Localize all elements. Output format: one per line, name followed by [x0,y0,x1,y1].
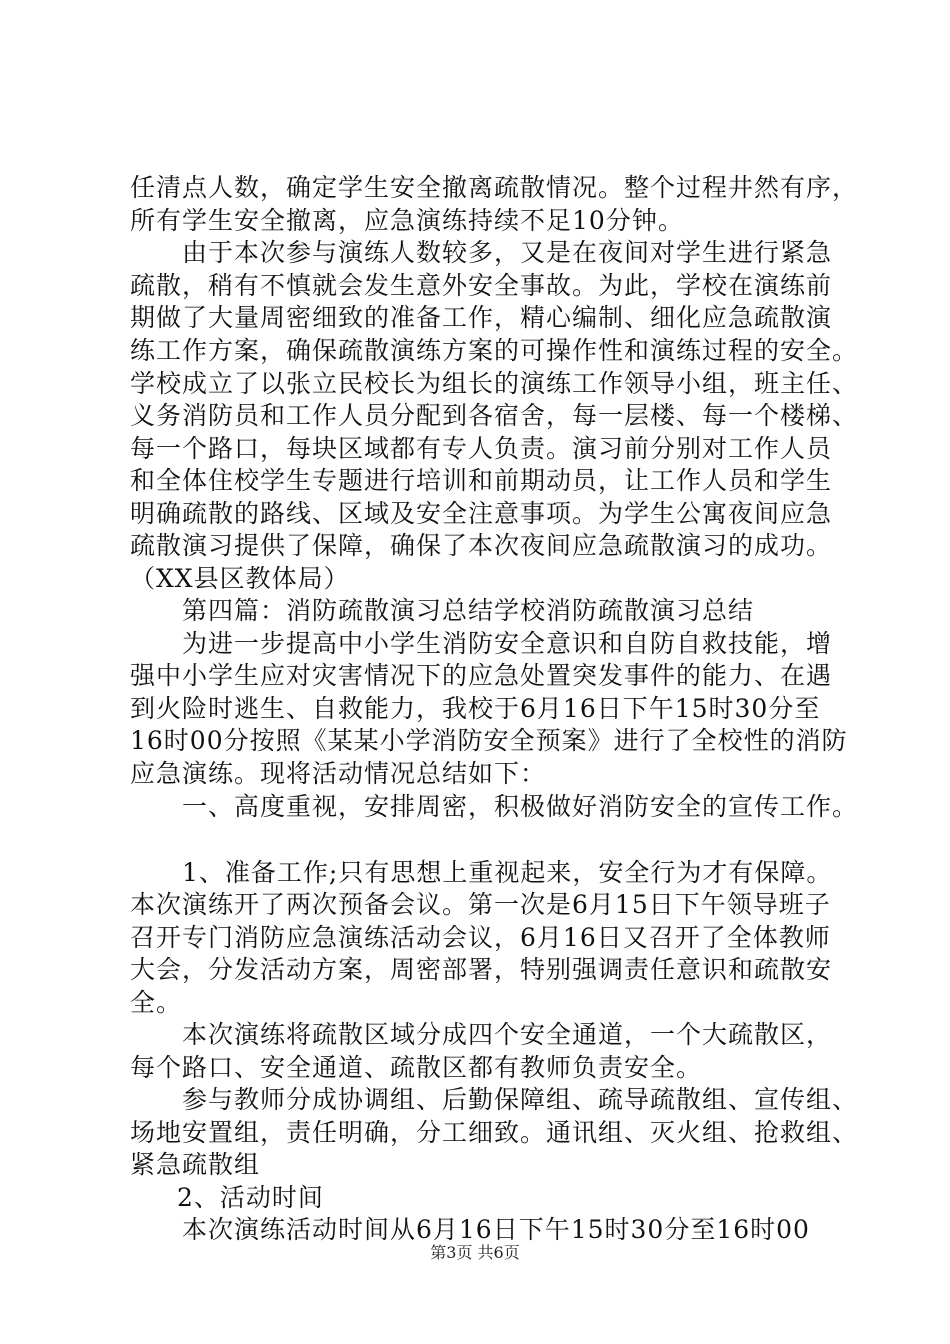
text-line: 到火险时逃生、自救能力，我校于6月16日下午15时30分至 [130,694,821,723]
text-line: 学校成立了以张立民校长为组长的演练工作领导小组，班主任、 [130,369,859,398]
text-line: 本次演练开了两次预备会议。第一次是6月15日下午领导班子 [130,890,831,919]
text-line: 强中小学生应对灾害情况下的应急处置突发事件的能力、在遇 [130,661,833,690]
text-line: 每一个路口，每块区域都有专人负责。演习前分别对工作人员 [130,434,833,463]
subsection-heading: 2、活动时间 [177,1183,324,1212]
text-line: 召开专门消防应急演练活动会议，6月16日又召开了全体教师 [130,923,831,952]
text-line: 1、准备工作;只有思想上重视起来，安全行为才有保障。 [182,858,833,887]
text-line: 疏散，稍有不慎就会发生意外安全事故。为此，学校在演练前 [130,271,833,300]
text-line: 期做了大量周密细致的准备工作，精心编制、细化应急疏散演 [130,303,833,332]
text-line: 由于本次参与演练人数较多，又是在夜间对学生进行紧急 [182,238,833,267]
section-heading: 第四篇：消防疏散演习总结学校消防疏散演习总结 [182,596,755,625]
text-line: 大会，分发活动方案，周密部署，特别强调责任意识和疏散安 [130,955,833,984]
text-line: 义务消防员和工作人员分配到各宿舍，每一层楼、每一个楼梯、 [130,401,859,430]
text-line: 所有学生安全撤离，应急演练持续不足10分钟。 [130,206,684,235]
text-line: 16时00分按照《某某小学消防安全预案》进行了全校性的消防 [130,726,848,755]
text-line: 为进一步提高中小学生消防安全意识和自防自救技能，增 [182,629,833,658]
text-line: 疏散演习提供了保障，确保了本次夜间应急疏散演习的成功。 [130,531,833,560]
text-line: 任清点人数，确定学生安全撤离疏散情况。整个过程井然有序， [130,173,859,202]
text-line: 每个路口、安全通道、疏散区都有教师负责安全。 [130,1053,703,1082]
text-line: 紧急疏散组 [130,1150,261,1179]
text-line: 全。 [130,988,183,1017]
text-line: 场地安置组，责任明确，分工细致。通讯组、灭火组、抢救组、 [130,1118,859,1147]
text-line: 参与教师分成协调组、后勤保障组、疏导疏散组、宣传组、 [182,1085,859,1114]
text-line: 练工作方案，确保疏散演练方案的可操作性和演练过程的安全。 [130,336,859,365]
text-line: 应急演练。现将活动情况总结如下： [130,759,547,788]
text-line: 本次演练将疏散区域分成四个安全通道，一个大疏散区， [182,1020,833,1049]
text-line: 本次演练活动时间从6月16日下午15时30分至16时00 [182,1215,810,1244]
text-line: 明确疏散的路线、区域及安全注意事项。为学生公寓夜间应急 [130,499,833,528]
text-line: （XX县区教体局） [130,564,350,593]
subsection-heading: 一、高度重视，安排周密，积极做好消防安全的宣传工作。 [182,792,859,821]
text-line: 和全体住校学生专题进行培训和前期动员，让工作人员和学生 [130,466,833,495]
page-footer: 第3页 共6页 [430,1243,520,1262]
